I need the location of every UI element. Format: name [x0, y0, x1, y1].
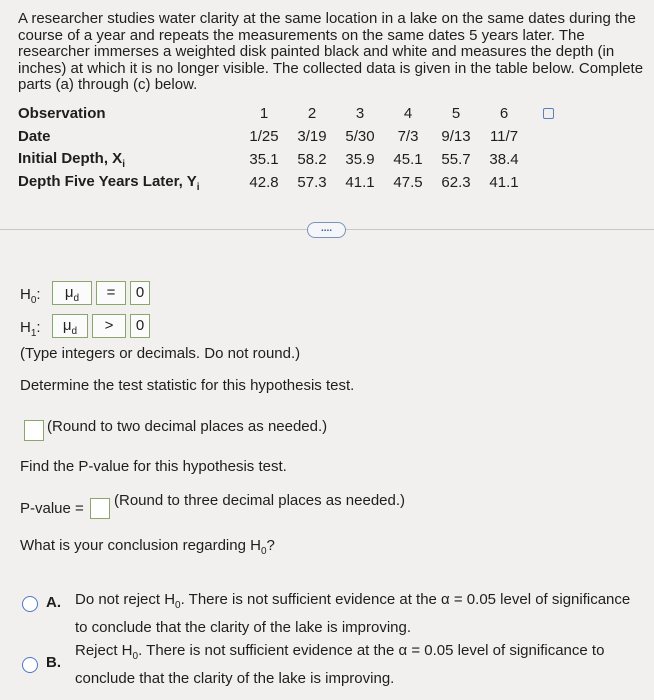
option-a-radio[interactable] [22, 596, 38, 612]
row-label: Date [18, 128, 51, 145]
expand-button[interactable]: .... [307, 222, 346, 238]
cell: 5/30 [345, 128, 375, 145]
cell: 45.1 [393, 151, 423, 168]
table-row [18, 171, 554, 194]
cell: 1/25 [249, 128, 279, 145]
h1-operator-select[interactable]: > [92, 314, 126, 338]
test-stat-note: (Round to two decimal places as needed.) [47, 418, 328, 435]
h0-value-input[interactable]: 0 [130, 281, 150, 305]
pvalue-input[interactable] [90, 498, 110, 519]
cell: 6 [499, 105, 509, 122]
data-table [18, 102, 554, 194]
option-a-letter: A. [46, 594, 61, 611]
table-row [18, 125, 554, 148]
h0-parameter-select[interactable]: $\mu_d$ [52, 281, 92, 305]
option-b-text[interactable]: Reject $H_0$. There is not sufficient evidence at the α = 0.05 level of significance to conclude that the clarity of the lake is improving. [75, 642, 605, 687]
cell: 11/7 [489, 128, 519, 145]
row-label: Observation [18, 105, 106, 122]
cell: 41.1 [345, 174, 375, 191]
cell: 2 [307, 105, 317, 122]
copy-icon [543, 108, 554, 119]
pvalue-label: P-value = [20, 500, 84, 517]
pvalue-note: (Round to three decimal places as needed.) [114, 492, 406, 509]
cell: 42.8 [249, 174, 279, 191]
cell: 3 [355, 105, 365, 122]
cell: 35.1 [249, 151, 279, 168]
cell: 55.7 [441, 151, 471, 168]
cell: 9/13 [441, 128, 471, 145]
cell: 38.4 [489, 151, 519, 168]
cell: 5 [451, 105, 461, 122]
h0-operator-select[interactable]: = [96, 281, 126, 305]
problem-intro: A researcher studies water clarity at the same location in a lake on the same dates during the course of a year and repeats the measurements on the same dates 5 years later. The researcher immerses a weighted disk painted black and white and measures the depth (in inches) at which it is no longer visible. The collected data is given in the table below. Complete parts (a) through (c) below. [18, 10, 644, 93]
table-row [18, 102, 554, 125]
h1-value-input[interactable]: 0 [130, 314, 150, 338]
h1-parameter-select[interactable]: $\mu_d$ [52, 314, 88, 338]
cell: 58.2 [297, 151, 327, 168]
cell: 1 [259, 105, 269, 122]
cell: 3/19 [297, 128, 327, 145]
pvalue-prompt: Find the P-value for this hypothesis test. [20, 458, 287, 475]
option-b-letter: B. [46, 654, 61, 671]
cell: 7/3 [397, 128, 419, 145]
cell: 62.3 [441, 174, 471, 191]
type-note: (Type integers or decimals. Do not round.) [20, 345, 301, 362]
row-label: Initial Depth, $X_i$ [18, 149, 125, 170]
cell: 41.1 [489, 174, 519, 191]
test-stat-prompt: Determine the test statistic for this hypothesis test. [20, 377, 355, 394]
row-label: Depth Five Years Later, $Y_i$ [18, 172, 200, 193]
cell: 35.9 [345, 151, 375, 168]
copy-table-button[interactable] [528, 102, 554, 125]
option-a-text[interactable]: Do not reject $H_0$. There is not sufficient evidence at the α = 0.05 level of significance to conclude that the clarity of the lake is improving. [75, 591, 631, 636]
cell: 57.3 [297, 174, 327, 191]
cell: 4 [403, 105, 413, 122]
conclusion-prompt: What is your conclusion regarding $H_0$? [20, 537, 275, 557]
test-statistic-input[interactable] [24, 420, 44, 441]
alternative-hypothesis-label: $H_1$: [20, 319, 41, 339]
cell: 47.5 [393, 174, 423, 191]
table-row [18, 148, 554, 171]
option-b-radio[interactable] [22, 657, 38, 673]
null-hypothesis-label: $H_0$: [20, 286, 41, 306]
